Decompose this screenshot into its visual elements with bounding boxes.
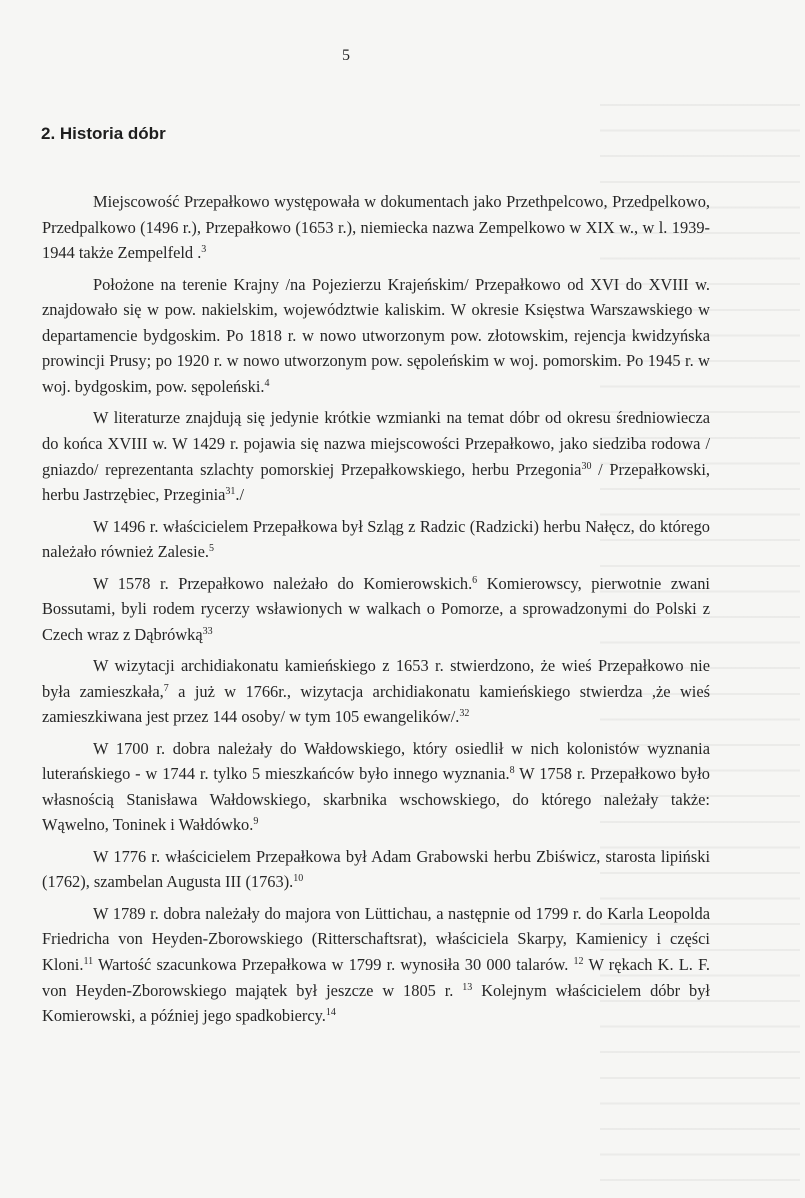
footnote-marker: 3 [201,244,207,256]
paragraph-text: W 1578 r. Przepałkowo należało do Komierowskich. [93,573,473,593]
paragraph-text: W 1776 r. właścicielem Przepałkowa był Adam Grabowski herbu Zbiświcz, starosta lipiński (1762), szambelan Augusta III (1763). [42,846,710,892]
paragraph-text: W literaturze znajdują się jedynie krótkie wzmianki na temat dóbr od okresu średniowiecza do końca XVIII w. W 1429 r. pojawia się nazwa miejscowości Przepałkowo, jako siedziba rodowa / gniazdo/ reprezentanta szlachty pomorskiej Przepałkowskiego, herbu Przegonia [42,408,710,479]
footnote-marker: 8 [509,765,515,777]
paragraph-text: W rękach K. L. F. von Heyden-Zborowskiego majątek był jeszcze w 1805 r. [42,955,710,1000]
paragraph [42,653,710,730]
paragraph [42,272,710,400]
paragraph-text: Komierowscy, pierwotnie zwani Bossutami, byli rodem rycerzy wsławionych w walkach o Pomorze, a sprowadzonymi do Polski z Czech wraz z Dąbrówką [42,573,710,644]
footnote-marker: 12 [573,956,584,967]
paragraph-text: Położone na terenie Krajny /na Pojezierzu Krajeńskim/ Przepałkowo od XVI do XVIII w. znajdowało się w pow. nakielskim, województwie kaliskim. W okresie Księstwa Warszawskiego w departamencie bydgoskim. Po 1818 r. w nowo utworzonym pow. złotowskim, rejencja kwidzyńska prowincji Prusy; po 1920 r. w nowo utworzonym pow. sępoleńskim w woj. pomorskim. Po 1945 r. w woj. bydgoskim, pow. sępoleński. [42,274,710,396]
footnote-marker: 11 [83,956,94,967]
footnote-marker: 5 [209,543,215,555]
paragraph-text: / Przepałkowski, herbu Jastrzębiec, Przeginia [42,459,710,505]
paragraph [42,844,710,895]
paragraph [42,736,710,838]
footnote-marker: 7 [163,682,169,694]
paragraph-text: W wizytacji archidiakonatu kamieńskiego z 1653 r. stwierdzono, że wieś Przepałkowo nie była zamieszkała, [42,656,710,701]
paragraph-text: a już w 1766r., wizytacja archidiakonatu kamieńskiego stwierdza ,że wieś zamieszkiwana jest przez 144 osoby/ w tym 105 ewangelików/. [42,681,710,727]
footnote-marker: 9 [253,816,259,828]
paragraph-text: W 1789 r. dobra należały do majora von Lüttichau, a następnie od 1799 r. do Karla Leopolda Friedricha von Heyden-Zborowskiego (Ritterschaftsrat), właściciela Skarpy, Kamienicy i części Kloni. [42,903,710,974]
footnote-marker: 33 [202,625,213,637]
footnote-marker: 6 [472,574,478,586]
section-heading: 2. Historia dóbr [41,124,166,143]
footnote-marker: 31 [225,486,236,498]
footnote-marker: 4 [264,377,270,389]
paragraph-text: W 1700 r. dobra należały do Wałdowskiego, który osiedlił w nich kolonistów wyznania luterańskiego - w 1744 r. tylko 5 mieszkańców było innego wyznania. [42,738,710,784]
paragraph [42,405,710,507]
paragraph [42,901,710,1029]
paragraph-text: Wartość szacunkowa Przepałkowa w 1799 r. wynosiła 30 000 talarów. [93,955,574,974]
footnote-marker: 10 [293,873,304,885]
page-number: 5 [342,47,350,64]
paragraph [42,514,710,565]
footnote-marker: 30 [581,460,592,472]
footnote-marker: 13 [462,981,473,993]
footnote-marker: 14 [325,1007,336,1019]
body-text [42,189,710,1029]
paragraph-text: Kolejnym właścicielem dóbr był Komierowski, a później jego spadkobiercy. [42,980,710,1026]
footnote-marker: 32 [459,708,470,720]
paragraph [42,189,710,266]
paragraph [42,571,710,648]
paragraph-text: W 1496 r. właścicielem Przepałkowa był Szląg z Radzic (Radzicki) herbu Nałęcz, do którego należało również Zalesie. [42,516,710,562]
paragraph-text: Miejscowość Przepałkowo występowała w dokumentach jako Przethpelcowo, Przedpelkowo, Przedpalkowo (1496 r.), Przepałkowo (1653 r.), niemiecka nazwa Zempelkowo w XIX w., w l. 1939-1944 także Zempelfeld . [42,192,710,263]
paragraph-text: ./ [235,485,245,505]
paragraph-text: W 1758 r. Przepałkowo było własnością Stanisława Wałdowskiego, skarbnika wschowskiego, do którego należały także: Wąwelno, Toninek i Wałdówko. [42,764,710,835]
